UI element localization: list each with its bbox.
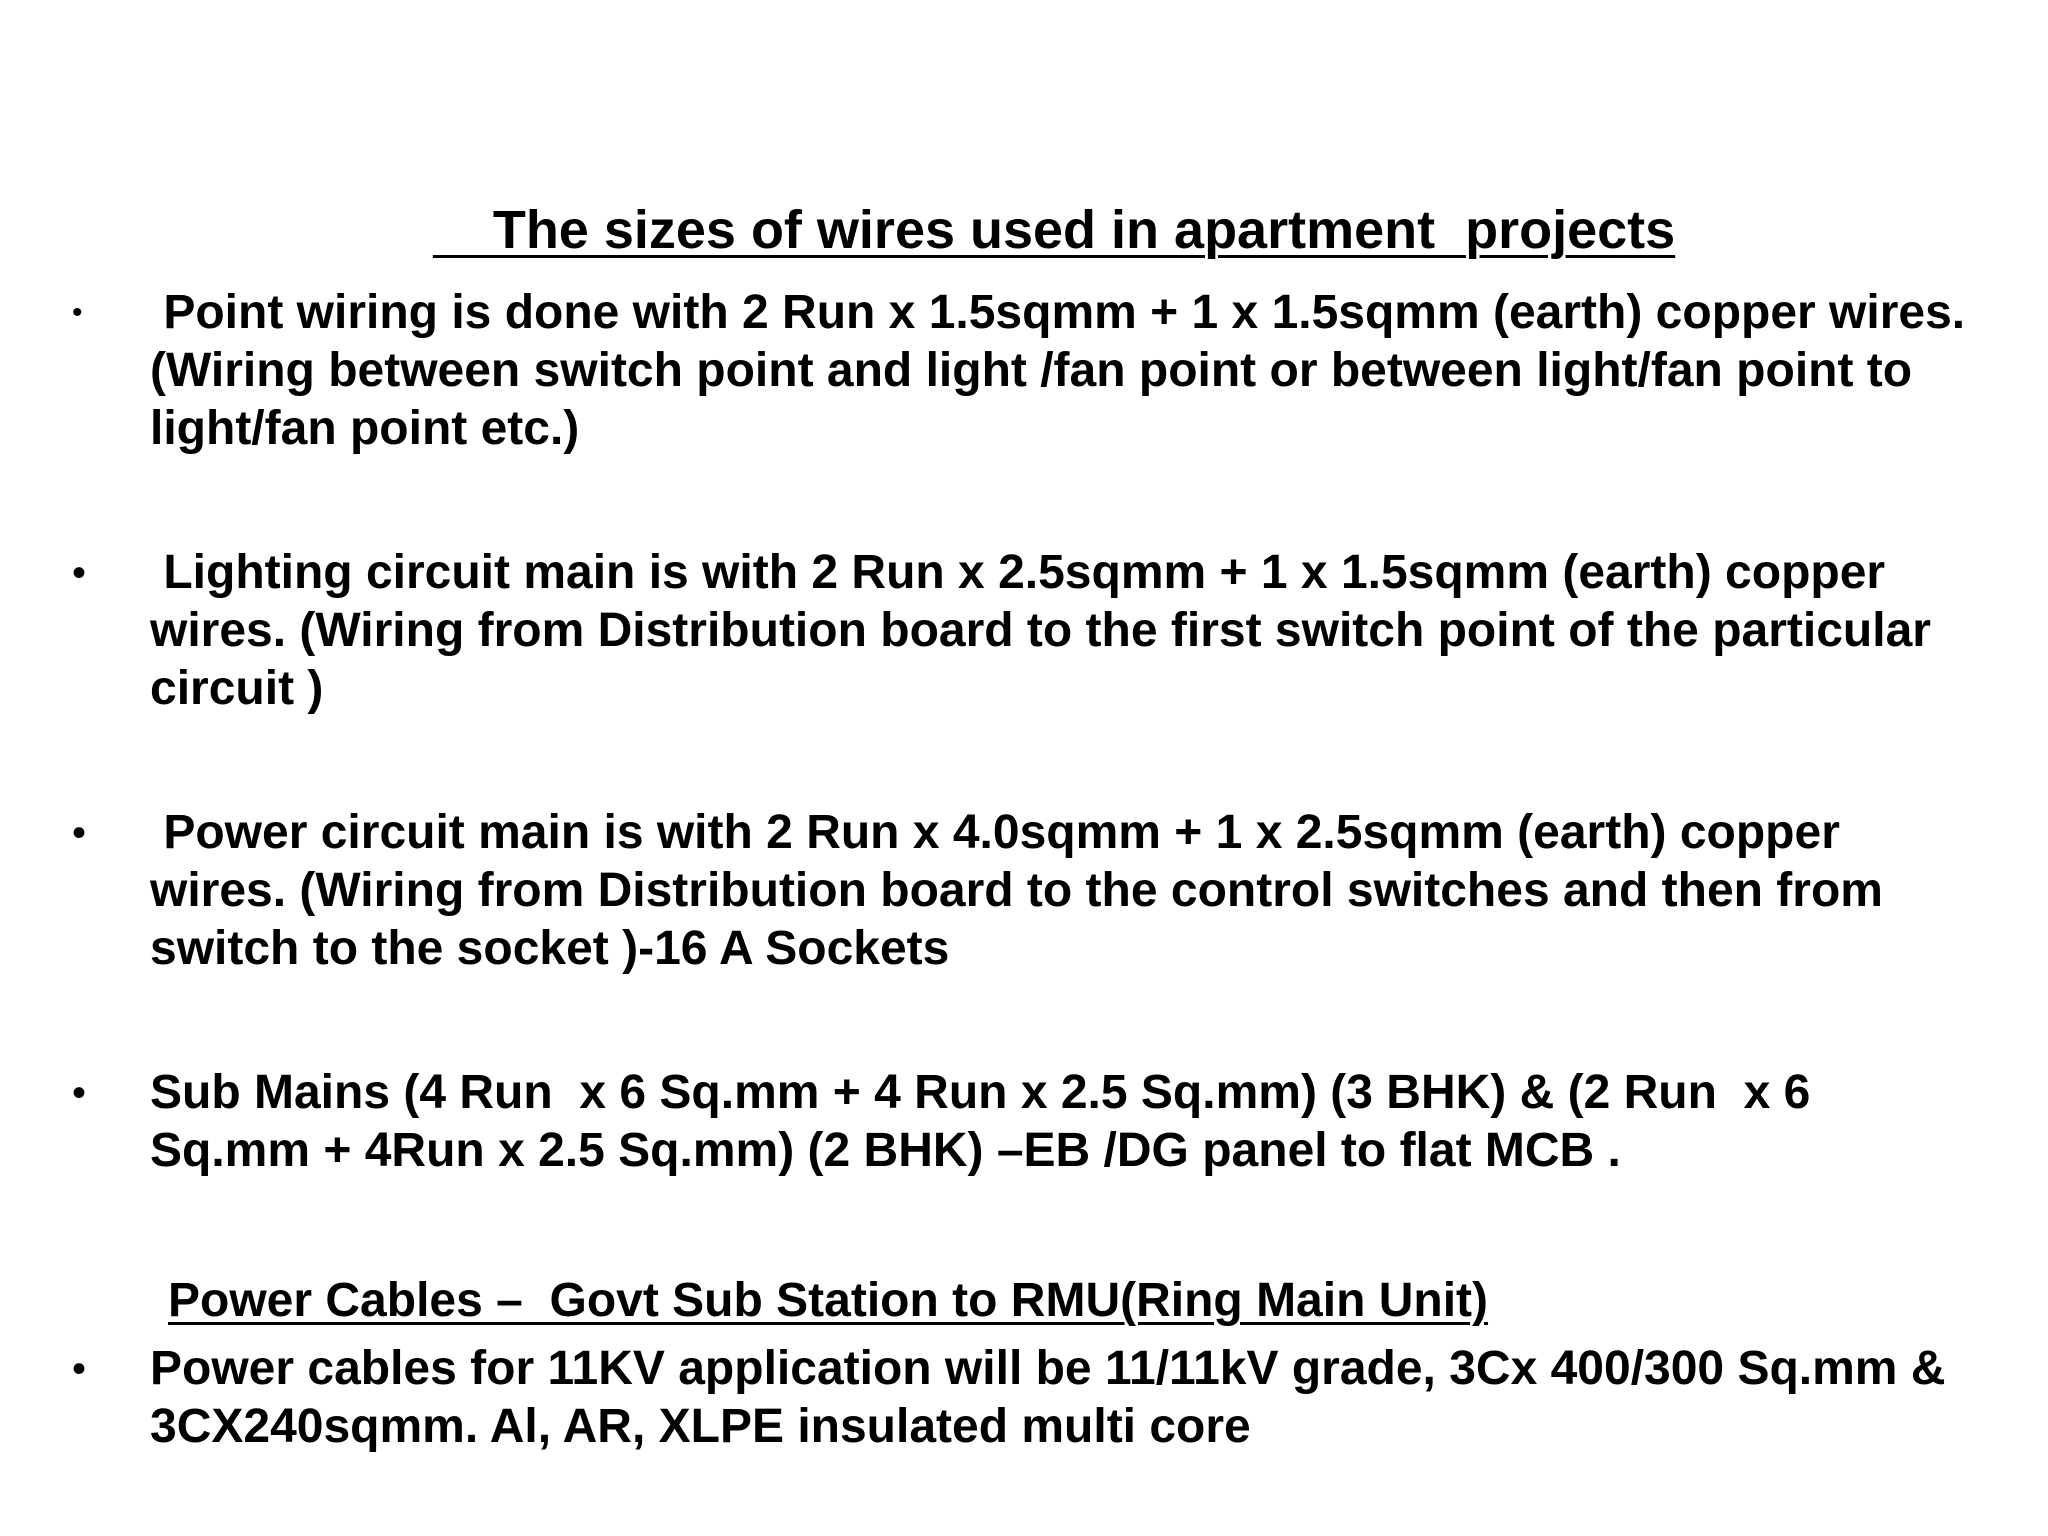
power-cables-subheading: Power Cables – Govt Sub Station to RMU(Ring Main Unit) [168,1274,1489,1327]
bullet-text: Power cables for 11KV application will be 11/11kV grade, 3Cx 400/300 Sq.mm & 3CX240sqmm. Al, AR, XLPE insulated multi core [150,1342,1959,1453]
bullet-glyph: • [72,1071,87,1115]
bullet-glyph: • [72,296,83,329]
bullet-glyph: • [72,1347,87,1391]
bullet-text: Sub Mains (4 Run x 6 Sq.mm + 4 Run x 2.5 Sq.mm) (3 BHK) & (2 Run x 6 Sq.mm + 4Run x 2.5 Sq.mm) (2 BHK) –EB /DG panel to flat MCB . [150,1066,1824,1177]
bullet-text: Power circuit main is with 2 Run x 4.0sqmm + 1 x 2.5sqmm (earth) copper wires. (Wiring from Distribution board to the control switches and then from switch to the socket )-16 A Sockets [150,806,1897,975]
bullet-glyph: • [72,811,87,855]
slide-title-text: The sizes of wires used in apartment projects [432,200,1676,260]
bullet-glyph: • [72,551,87,595]
bullet-text: Lighting circuit main is with 2 Run x 2.5sqmm + 1 x 1.5sqmm (earth) copper wires. (Wiring from Distribution board to the first switch point of the particular circuit ) [150,546,1945,715]
bullet-text: Point wiring is done with 2 Run x 1.5sqmm + 1 x 1.5sqmm (earth) copper wires. (Wiring between switch point and light /fan point or between light/fan point to light/fan point etc.) [150,286,1979,455]
